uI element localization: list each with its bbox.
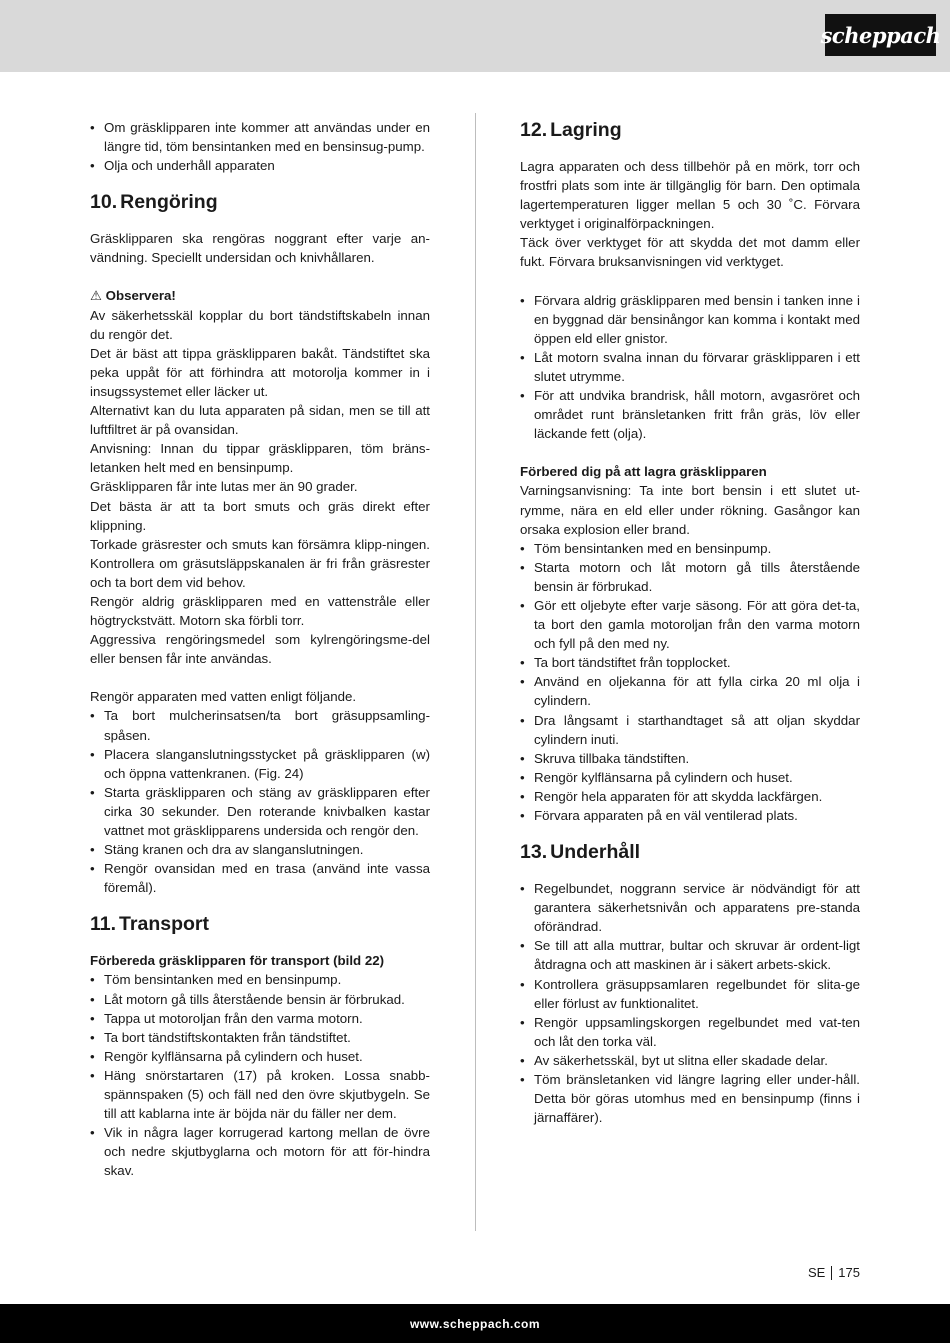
list-item: • Gör ett oljebyte efter varje säsong. För att göra det-ta, ta bort den gamla motoroljan från den varma motorn och fyll på den med ny.	[520, 596, 860, 653]
list-item: • Förvara aldrig gräsklipparen med bensin i tanken inne i en byggnad där bensinångor kan komma i kontakt med öppen eld eller gnistor.	[520, 291, 860, 348]
list-item: • Rengör uppsamlingskorgen regelbundet med vat-ten och låt den torka väl.	[520, 1013, 860, 1051]
storage-list	[520, 291, 860, 444]
paragraph: Av säkerhetsskäl kopplar du bort tändstiftskabeln innan du rengör det.	[90, 307, 430, 342]
paragraph: Lagra apparaten och dess tillbehör på en mörk, torr och frostfri plats som inte är tillgänglig för barn. Den optimala lagertemperaturen ligger mellan 5 och 30 ˚C. Förvara verktyget i originalförpackningen.	[520, 159, 860, 232]
paragraph: Det bästa är att ta bort smuts och gräs direkt efter klippning.	[90, 498, 430, 533]
paragraph: Rengör aldrig gräsklipparen med en vattenstråle eller högtryckstvätt. Motorn ska förbli torr.	[90, 593, 430, 629]
list-item: • Ta bort tändstiftet från topplocket.	[520, 653, 860, 672]
section-heading-underhall: 13. Underhåll	[520, 841, 641, 864]
list-item: • Skruva tillbaka tändstiften.	[520, 749, 860, 768]
left-column	[90, 118, 430, 1181]
paragraph: Täck över verktyget för att skydda det mot damm eller fukt. Förvara bruksanvisningen vid verktyget.	[520, 235, 860, 270]
list-item: • Töm bränsletanken vid längre lagring eller under-håll. Detta bör göras utomhus med en bensinpump (finns i järnaffärer).	[520, 1070, 860, 1127]
list-item: • Av säkerhetsskäl, byt ut slitna eller skadade delar.	[520, 1051, 860, 1070]
paragraph: Rengör apparaten med vatten enligt följande.	[90, 689, 357, 705]
page-separator	[831, 1266, 832, 1280]
storage-prep-list	[520, 539, 860, 825]
list-item: • Stäng kranen och dra av slanganslutningen.	[90, 840, 430, 859]
right-column	[520, 118, 860, 1127]
paragraph: Alternativt kan du luta apparaten på sidan, men se till att luftfiltret är på ovansidan.	[90, 403, 430, 438]
list-item: • Se till att alla muttrar, bultar och skruvar är ordent-ligt åtdragna och att maskinen är i säkert arbets-skick.	[520, 936, 860, 974]
paragraph: Varningsanvisning: Ta inte bort bensin i ett slutet ut-rymme, nära en eld eller under rökning. Gasångor kan orsaka explosion eller brand.	[520, 483, 860, 537]
list-item: • Låt motorn svalna innan du förvarar gräsklipparen i ett slutet utrymme.	[520, 348, 860, 386]
list-item: • Starta motorn och låt motorn gå tills återstående bensin är förbrukad.	[520, 558, 860, 596]
list-item: • Rengör kylflänsarna på cylindern och huset.	[520, 768, 860, 787]
paragraph: Det är bäst att tippa gräsklipparen bakåt. Tändstiftet ska peka uppåt för att förhindra att motorolja kommer in i insugssystemet eller läcker ut.	[90, 345, 430, 399]
column-divider	[475, 113, 476, 1231]
paragraph: Gräsklipparen får inte lutas mer än 90 grader.	[90, 479, 358, 495]
page-number-value: 175	[838, 1265, 860, 1280]
list-item: • Olja och underhåll apparaten	[90, 156, 430, 175]
section-heading-lagring: 12. Lagring	[520, 119, 622, 141]
list-item: • Regelbundet, noggrann service är nödvändigt för att garantera säkerhetsnivån och apparatens pre-standa oförändrad.	[520, 879, 860, 936]
list-item: • Rengör kylflänsarna på cylindern och huset.	[90, 1047, 430, 1066]
transport-list	[90, 970, 430, 1180]
list-item: • Vik in några lager korrugerad kartong mellan de övre och nedre skjutbyglarna och motorn för att för-hindra skav.	[90, 1123, 430, 1180]
paragraph: Gräsklipparen ska rengöras noggrant efter varje an-vändning. Speciellt undersidan och knivhållaren.	[90, 231, 430, 266]
list-item: • För att undvika brandrisk, håll motorn, avgasröret och området runt bränsletanken fritt från gräs, löv eller läckande fett (olja).	[520, 386, 860, 443]
page-number	[808, 1265, 860, 1280]
section-heading-transport: 11. Transport	[90, 913, 209, 936]
list-item: • Starta gräsklipparen och stäng av gräsklipparen efter cirka 30 sekunder. Den roterande knivbalken kastar vattnet mot gräsklipparens undersida och rengör den.	[90, 783, 430, 840]
list-item: • Ta bort tändstiftskontakten från tändstiftet.	[90, 1028, 430, 1047]
subheading: Förbered dig på att lagra gräsklipparen	[520, 464, 767, 480]
language-code: SE	[807, 1265, 826, 1280]
warning-heading: ⚠ Observera!	[90, 288, 176, 304]
list-item: • Tappa ut motoroljan från den varma motorn.	[90, 1009, 430, 1028]
list-item: • Dra långsamt i starthandtaget så att oljan skyddar cylindern inuti.	[520, 711, 860, 749]
intro-list	[90, 118, 430, 175]
paragraph: Aggressiva rengöringsmedel som kylrengöringsme-del eller bensen får inte användas.	[90, 632, 430, 667]
list-item: • Förvara apparaten på en väl ventilerad plats.	[520, 806, 860, 825]
water-cleaning-list	[90, 706, 430, 897]
list-item: • Häng snörstartaren (17) på kroken. Lossa snabb-spännspaken (5) och fäll ned den övre skjutbygeln. Se till att kablarna inte är böjda när du fäller ner dem.	[90, 1066, 430, 1123]
section-heading-rengoring: 10. Rengöring	[90, 191, 218, 214]
footer-bar	[0, 1304, 950, 1343]
list-item: • Rengör hela apparaten för att skydda lackfärgen.	[520, 787, 860, 806]
maintenance-list	[520, 879, 860, 1127]
list-item: • Rengör ovansidan med en trasa (använd inte vassa föremål).	[90, 859, 430, 897]
list-item: • Kontrollera gräsuppsamlaren regelbundet för slita-ge eller förlust av funktionalitet.	[520, 975, 860, 1013]
list-item: • Låt motorn gå tills återstående bensin är förbrukad.	[90, 990, 430, 1009]
website-url: www.scheppach.com	[409, 1316, 541, 1331]
list-item: • Använd en oljekanna för att fylla cirka 20 ml olja i cylindern.	[520, 672, 860, 710]
subheading: Förbereda gräsklipparen för transport (bild 22)	[90, 953, 385, 969]
list-item: • Placera slanganslutningsstycket på gräsklipparen (w) och öppna vattenkranen. (Fig. 24)	[90, 745, 430, 783]
brand-logo: scheppach	[825, 14, 936, 56]
list-item: • Ta bort mulcherinsatsen/ta bort gräsuppsamling-spåsen.	[90, 706, 430, 744]
list-item: • Töm bensintanken med en bensinpump.	[90, 970, 430, 989]
header-bar	[0, 0, 950, 72]
paragraph: Torkade gräsrester och smuts kan försämra klipp-ningen. Kontrollera om gräsutsläppskanalen är fri från gräsrester och ta bort dem vid behov.	[90, 536, 430, 590]
list-item: • Om gräsklipparen inte kommer att användas under en längre tid, töm bensintanken med en bensinsug-pump.	[90, 118, 430, 156]
paragraph: Anvisning: Innan du tippar gräsklipparen, töm bräns-letanken helt med en bensinpump.	[90, 441, 430, 476]
warning-icon: ⚠	[90, 288, 102, 304]
list-item: • Töm bensintanken med en bensinpump.	[520, 539, 860, 558]
